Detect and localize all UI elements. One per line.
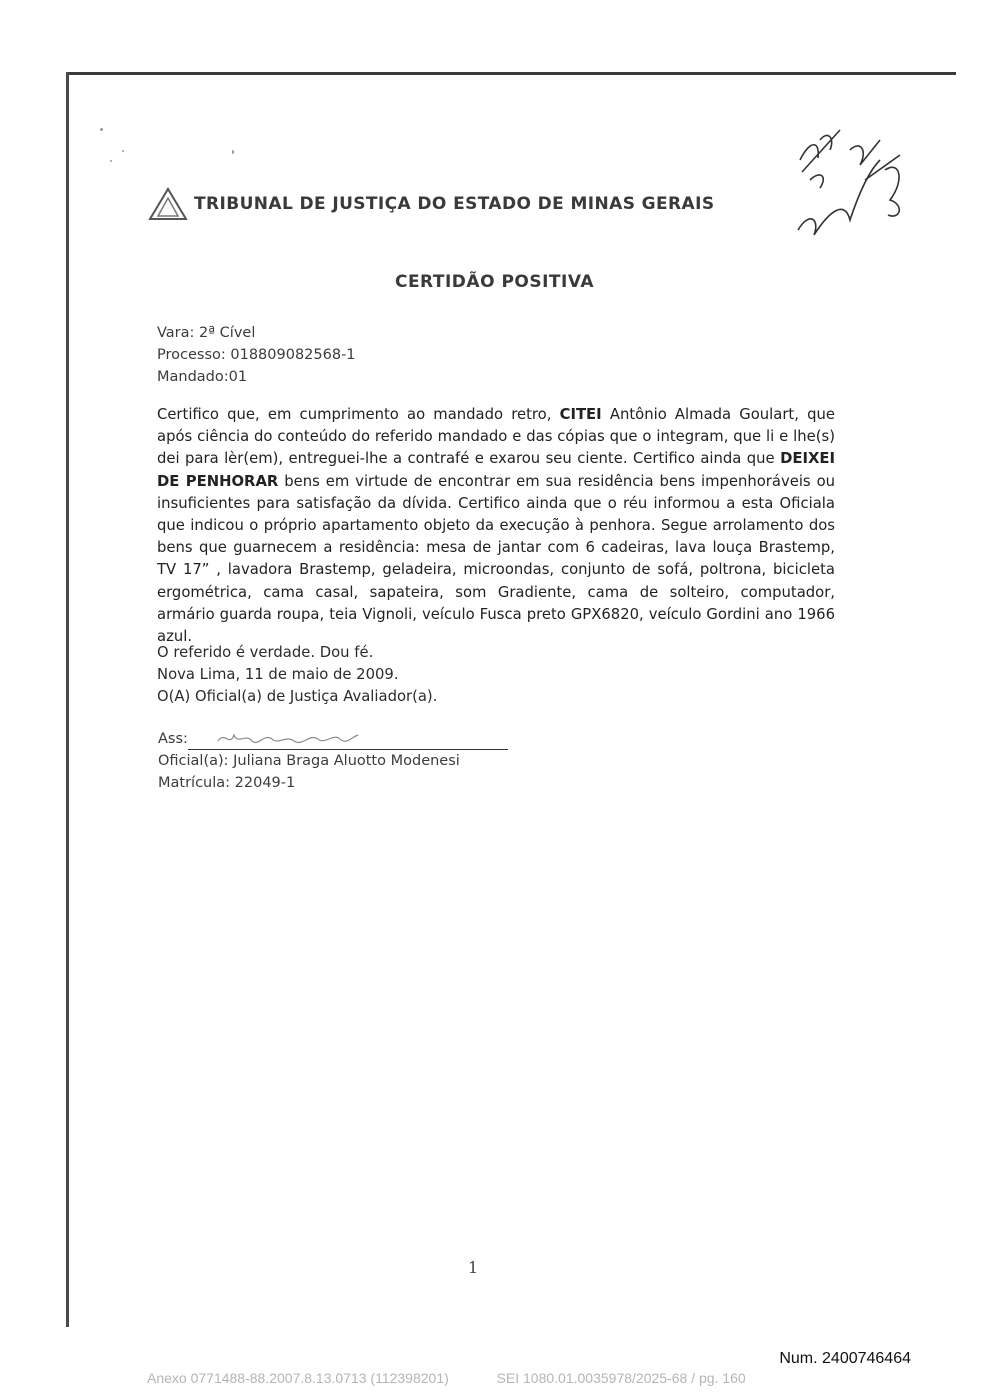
body-text-part-3: bens em virtude de encontrar em sua residência bens impenhoráveis ou insuficientes para satisfação da dívida. Certifico ainda que o réu informou a esta Oficiala que indicou o próprio apartamento objeto da execução à penhora. Segue arrolamento dos bens que guarnecem a residência: mesa de jantar com 6 cadeiras, lava louça Brastemp, TV 17” , lavadora Brastemp, geladeira, microondas, conjunto de sofá, poltrona, bicicleta ergométrica, cama casal, sapateira, som Gradiente, cama de solteiro, computador, armário guarda roupa, teia Vignoli, veículo Fusca preto GPX6820, veículo Gordini ano 1966 azul. — [157, 472, 835, 646]
document-num-id: Num. 2400746464 — [779, 1350, 911, 1367]
scan-speck — [110, 160, 112, 162]
footer-sei: SEI 1080.01.0035978/2025-68 / pg. 160 — [496, 1370, 746, 1386]
footer-anexo: Anexo 0771488-88.2007.8.13.0713 (112398201) — [147, 1370, 449, 1386]
handwritten-annotation — [790, 110, 920, 250]
court-header — [148, 186, 714, 222]
footer — [147, 1370, 746, 1386]
handwritten-signature — [216, 727, 366, 751]
page-number: 1 — [468, 1258, 479, 1277]
case-metadata — [157, 322, 356, 388]
scan-speck — [122, 150, 124, 152]
court-triangle-logo-icon — [148, 186, 188, 222]
body-text-part-2: Antônio Almada Goulart, que após ciência do conteúdo do referido mandado e das cópias que o integram, que li e lhe(s) dei para lèr(em), entreguei-lhe a contrafé e exarou seu ciente. Certifico ainda que — [157, 406, 835, 468]
scan-border-top — [66, 72, 956, 75]
scan-speck — [100, 128, 103, 131]
court-name: TRIBUNAL DE JUSTIÇA DO ESTADO DE MINAS GERAIS — [194, 194, 715, 214]
processo-line: Processo: 018809082568-1 — [157, 347, 356, 363]
document-title: CERTIDÃO POSITIVA — [394, 272, 595, 292]
signature-line — [188, 735, 508, 750]
scan-border-left — [66, 72, 69, 1327]
deixei-emphasis: DEIXEI DE PENHORAR — [157, 450, 835, 490]
matricula: Matrícula: 22049-1 — [158, 775, 296, 791]
closing-block — [157, 642, 437, 708]
certificate-body — [157, 404, 835, 648]
closing-line-date: Nova Lima, 11 de maio de 2009. — [157, 666, 399, 683]
body-text-part-1: Certifico que, em cumprimento ao mandado retro, — [157, 406, 560, 423]
citei-emphasis: CITEI — [559, 406, 602, 423]
closing-line-truth: O referido é verdade. Dou fé. — [157, 644, 374, 661]
oficial-name: Oficial(a): Juliana Braga Aluotto Modenesi — [158, 753, 460, 769]
signature-block — [158, 728, 508, 794]
closing-line-officer: O(A) Oficial(a) de Justiça Avaliador(a). — [157, 688, 438, 705]
vara-line: Vara: 2ª Cível — [157, 325, 256, 341]
mandado-line: Mandado:01 — [157, 369, 248, 385]
scan-speck — [232, 150, 234, 154]
ass-label: Ass: — [158, 731, 188, 747]
